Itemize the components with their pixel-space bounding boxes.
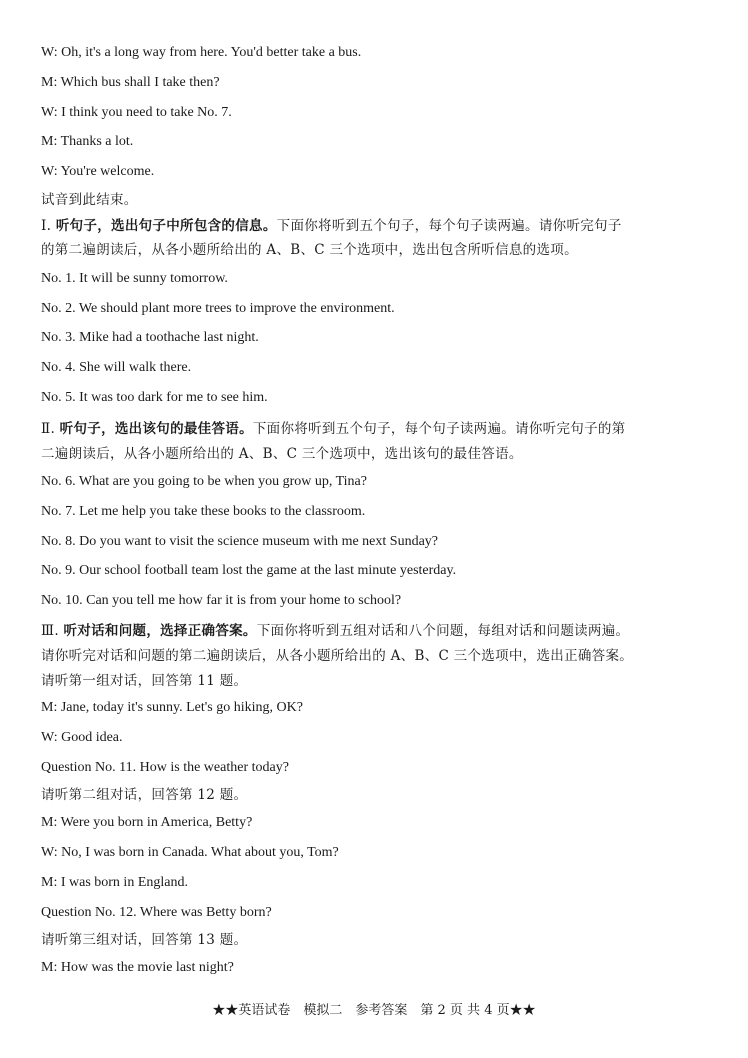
dialogue-line: M: Jane, today it's sunny. Let's go hiking, OK?: [41, 700, 303, 715]
section-3-instruction-cont: 请你听完对话和问题的第二遍朗读后，从各小题所给出的 A、B、C 三个选项中，选出正确答案。: [41, 648, 634, 664]
section-title: 听句子，选出句子中所包含的信息。: [55, 218, 277, 234]
dialogue-prompt: 请听第一组对话，回答第 11 题。: [41, 673, 248, 689]
question-line: Question No. 11. How is the weather today?: [41, 760, 289, 775]
dialogue-line: M: I was born in England.: [41, 875, 188, 890]
test-end-note: 试音到此结束。: [41, 192, 138, 208]
section-instruction: 下面你将听到五个句子，每个句子读两遍。请你听完句子: [276, 218, 622, 234]
section-3-heading: [41, 622, 711, 640]
section-title: 听句子，选出该句的最佳答语。: [59, 421, 253, 437]
dialogue-prompt: 请听第三组对话，回答第 13 题。: [41, 932, 248, 948]
sentence-item: No. 3. Mike had a toothache last night.: [41, 330, 259, 345]
section-1-instruction-cont: 的第二遍朗读后，从各小题所给出的 A、B、C 三个选项中，选出包含所听信息的选项。: [41, 242, 578, 258]
page-footer: ★★英语试卷 模拟二 参考答案 第 2 页 共 4 页★★: [212, 1003, 536, 1018]
question-line: Question No. 12. Where was Betty born?: [41, 905, 272, 920]
sentence-item: No. 4. She will walk there.: [41, 360, 192, 375]
section-2-instruction-cont: 二遍朗读后，从各小题所给出的 A、B、C 三个选项中，选出该句的最佳答语。: [41, 446, 523, 462]
section-number: Ⅱ.: [41, 421, 60, 437]
section-1-heading: [41, 217, 711, 235]
sentence-item: No. 10. Can you tell me how far it is from your home to school?: [41, 593, 402, 608]
dialogue-line: M: Which bus shall I take then?: [41, 75, 220, 90]
sentence-item: No. 8. Do you want to visit the science museum with me next Sunday?: [41, 534, 438, 549]
dialogue-line: M: Were you born in America, Betty?: [41, 815, 253, 830]
sentence-item: No. 5. It was too dark for me to see him.: [41, 390, 268, 405]
dialogue-line: W: I think you need to take No. 7.: [41, 105, 232, 120]
sentence-item: No. 7. Let me help you take these books to the classroom.: [41, 504, 366, 519]
dialogue-line: M: Thanks a lot.: [41, 134, 134, 149]
section-instruction: 下面你将听到五个句子，每个句子读两遍。请你听完句子的第: [252, 421, 626, 437]
dialogue-prompt: 请听第二组对话，回答第 12 题。: [41, 787, 248, 803]
section-instruction: 下面你将听到五组对话和八个问题，每组对话和问题读两遍。: [256, 623, 630, 639]
dialogue-line: W: No, I was born in Canada. What about you, Tom?: [41, 845, 339, 860]
sentence-item: No. 2. We should plant more trees to improve the environment.: [41, 301, 395, 316]
section-title: 听对话和问题，选择正确答案。: [63, 623, 257, 639]
dialogue-line: W: Oh, it's a long way from here. You'd better take a bus.: [41, 45, 362, 60]
sentence-item: No. 9. Our school football team lost the game at the last minute yesterday.: [41, 563, 457, 578]
dialogue-line: W: You're welcome.: [41, 164, 155, 179]
sentence-item: No. 6. What are you going to be when you grow up, Tina?: [41, 474, 367, 489]
dialogue-line: W: Good idea.: [41, 730, 123, 745]
sentence-item: No. 1. It will be sunny tomorrow.: [41, 271, 228, 286]
dialogue-line: M: How was the movie last night?: [41, 960, 234, 975]
section-number: Ⅰ.: [41, 218, 56, 234]
section-number: Ⅲ.: [41, 623, 64, 639]
section-2-heading: [41, 420, 711, 438]
